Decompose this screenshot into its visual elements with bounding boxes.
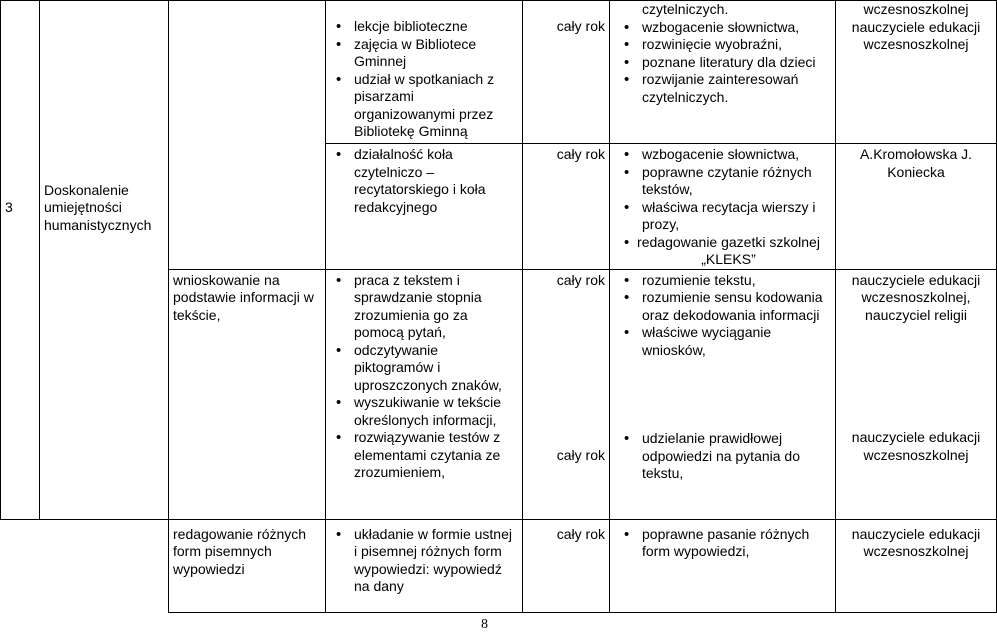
list-item: • rozwinięcie wyobraźni, [614,36,831,54]
effect-list [614,146,831,269]
responsible-text: nauczyciele edukacji wczesnoszkolnej [851,18,981,52]
goal-text: redagowanie różnych form pisemnych wypowiedzi [173,525,307,577]
task-cell [326,144,523,270]
list-item: • wzbogacenie słownictwa, [614,146,831,164]
table-row [1,1,997,144]
responsible-text: A.Kromołowska J. Koniecka [859,146,973,180]
task-list [330,18,518,141]
responsible-text: nauczyciele edukacji wczesnoszkolnej [851,429,981,463]
list-item: • wzbogacenie słownictwa, [614,19,831,37]
effect-continuation: czytelniczych. [642,1,729,17]
time-text: cały rok [556,146,605,162]
list-item: • udział w spotkaniach z pisarzami organizowanymi przez Bibliotekę Gminną [330,71,518,141]
effect-cell [610,1,836,144]
page-number: 8 [481,617,488,632]
effect-list [614,272,831,360]
area-text: Doskonalenie umiejętności humanistycznych [44,181,152,233]
task-cell [326,519,523,612]
list-item: • praca z tekstem i sprawdzanie stopnia zrozumienia go za pomocą pytań, [330,272,518,342]
list-item: • wyszukiwanie w tekście określonych informacji, [330,394,518,429]
list-item: • poznane literatury dla dzieci [614,54,831,72]
task-list [330,526,518,596]
effect-list [614,19,831,107]
goal-cell-empty [169,1,326,270]
effect-list [614,430,831,483]
list-item: • udzielanie prawidłowej odpowiedzi na pytania do tekstu, [614,430,831,483]
time-cell [523,1,610,144]
time-cell [523,519,610,612]
list-item: • redagowanie gazetki szkolnej „KLEKS” [614,234,831,269]
responsible-cell [836,519,997,612]
time-text: cały rok [556,18,605,34]
time-cell [523,269,610,519]
responsible-continuation: wczesnoszkolnej [863,1,969,17]
list-item: • właściwa recytacja wierszy i prozy, [614,199,831,234]
list-item: • rozwijanie zainteresowań czytelniczych. [614,71,831,106]
task-list [330,272,518,482]
list-item: • lekcje biblioteczne [330,18,518,36]
task-cell [326,269,523,519]
list-item: • działalność koła czytelniczo – recytatorskiego i koła redakcyjnego [330,146,518,216]
time-text: cały rok [556,525,605,542]
list-item: • układanie w formie ustnej i pisemnej różnych form wypowiedzi: wypowiedź na dany [330,526,518,596]
list-item: • odczytywanie piktogramów i uproszczonych znaków, [330,342,518,395]
blank-cell [1,519,40,612]
list-item: • rozwiązywanie testów z elementami czytania ze zrozumieniem, [330,429,518,482]
row-number-cell [1,1,40,520]
goal-cell [169,519,326,612]
responsible-cell [836,144,997,270]
effect-cell [610,519,836,612]
effect-cell [610,144,836,270]
task-cell [326,1,523,144]
responsible-text: nauczyciele edukacji wczesnoszkolnej [851,525,981,559]
time-text: cały rok [556,271,605,288]
list-item: • poprawne pasanie różnych form wypowiedzi, [614,526,831,561]
blank-cell [40,519,169,612]
list-item: • rozumienie tekstu, [614,272,831,290]
list-item: • zajęcia w Bibliotece Gminnej [330,36,518,71]
time-cell [523,144,610,270]
row-number: 3 [5,199,13,215]
table-row [1,519,997,612]
effect-list [614,526,831,561]
task-list [330,146,518,216]
effect-cell [610,269,836,519]
list-item: • rozumienie sensu kodowania oraz dekodowania informacji [614,289,831,324]
list-item: • właściwe wyciąganie wniosków, [614,324,831,359]
list-item: • poprawne czytanie różnych tekstów, [614,164,831,199]
responsible-cell [836,269,997,519]
area-cell [40,1,169,520]
responsible-cell [836,1,997,144]
goal-cell [169,269,326,519]
time-text: cały rok [556,447,605,463]
responsible-text: nauczyciele edukacji wczesnoszkolnej, nauczyciel religii [851,271,981,323]
goal-text: wnioskowanie na podstawie informacji w tekście, [173,271,314,323]
